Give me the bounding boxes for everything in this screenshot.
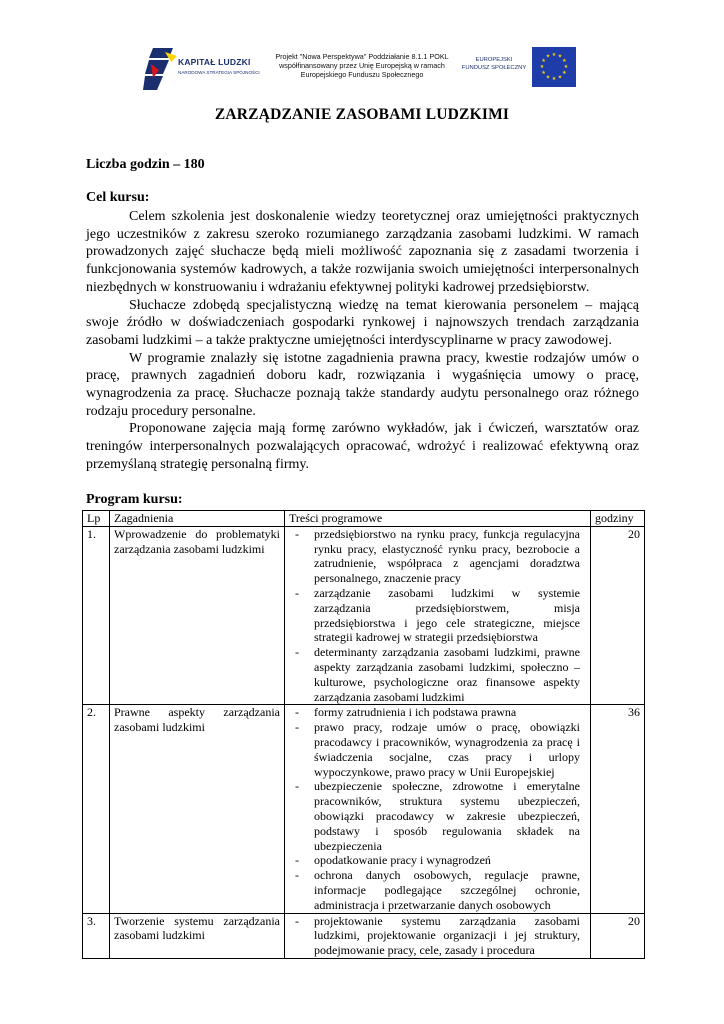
eu-flag-icon — [532, 47, 576, 87]
svg-text:★: ★ — [541, 70, 546, 76]
col-header-content: Treści programowe — [285, 511, 591, 527]
hours-line: Liczba godzin – 180 — [86, 157, 205, 172]
row-topic: Wprowadzenie do problematyki zarządzania zasobami ludzkimi — [110, 526, 285, 705]
svg-text:★: ★ — [562, 70, 567, 76]
list-item: - przedsiębiorstwo na rynku pracy, funkcja regulacyjna rynku pracy, elastyczność rynku pracy, bezrobocie a zatrudnienie, współpraca z agencjami doradztwa personalnego, znaczenie pracy — [289, 527, 586, 586]
program-heading: Program kursu: — [86, 492, 183, 507]
efs-label — [456, 56, 532, 72]
svg-text:★: ★ — [557, 53, 563, 60]
svg-text:★: ★ — [545, 74, 551, 81]
svg-text:★: ★ — [563, 64, 569, 70]
list-item: - ubezpieczenie społeczne, zdrowotne i emerytalne pracowników, struktura systemu ubezpieczeń, obowiązki pracodawcy w zakresie ubezpieczeń, podstawy i sposób regulowania składek na ubezpieczenia — [289, 779, 586, 853]
project-info — [262, 52, 462, 79]
list-item: - zarządzanie zasobami ludzkimi w systemie zarządzania przedsiębiorstwem, misja przedsiębiorstwa i jego cele strategiczne, miejsce strategii kadrowej w strategii przedsiębiorstwa — [289, 586, 586, 645]
svg-text:★: ★ — [551, 76, 557, 82]
svg-text:★: ★ — [541, 57, 546, 64]
paragraph: W programie znalazły się istotne zagadnienia prawna pracy, kwestie rodzajów umów o pracę, prawnych zagadnień doboru kadr, rozwiązania i wygaśnięcia umowy o pracę, wynagrodzenia za pracę. Słuchacze poznają także standardy audytu personalnego oraz różnego rodzaju procedury personalne. — [86, 350, 639, 419]
svg-text:★: ★ — [557, 74, 563, 81]
table-header-row — [83, 511, 645, 527]
svg-text:★: ★ — [551, 52, 557, 58]
table-row — [83, 526, 645, 705]
row-hours: 20 — [591, 913, 645, 958]
row-hours: 20 — [591, 526, 645, 705]
project-line: Projekt "Nowa Perspektywa" Poddziałanie 8.1.1 POKL — [275, 52, 449, 61]
row-content — [285, 913, 591, 958]
logo-title: KAPITAŁ LUDZKI — [178, 57, 251, 67]
row-number: 2. — [83, 705, 110, 913]
efs-line: FUNDUSZ SPOŁECZNY — [461, 65, 527, 71]
goal-heading: Cel kursu: — [86, 190, 150, 205]
kapital-ludzki-emblem-icon — [143, 44, 187, 92]
page-header — [140, 42, 580, 98]
row-number: 1. — [83, 526, 110, 705]
row-topic: Prawne aspekty zarządzania zasobami ludzkimi — [110, 705, 285, 913]
list-item: - projektowanie systemu zarządzania zasobami ludzkimi, projektowanie organizacji i jej struktury, podejmowanie pracy, cele, zasady i procedura — [289, 914, 586, 958]
svg-text:★: ★ — [539, 64, 545, 70]
row-hours: 36 — [591, 705, 645, 913]
document-title: ZARZĄDZANIE ZASOBAMI LUDZKIMI — [214, 106, 510, 123]
list-item: - prawo pracy, rodzaje umów o pracę, obowiązki pracodawcy i pracowników, wynagrodzenia za pracę i świadczenia socjalne, czas pracy i urlopy wypoczynkowe, prawo pracy w Unii Europejskiej — [289, 720, 586, 779]
logo-subtitle: NARODOWA STRATEGIA SPÓJNOŚCI — [178, 70, 260, 75]
list-item: - determinanty zarządzania zasobami ludzkimi, prawne aspekty zarządzania zasobami ludzkimi, społeczno – kulturowe, psychologiczne oraz finansowe aspekty zarządzania zasobami ludzkimi — [289, 645, 586, 704]
paragraph: Celem szkolenia jest doskonalenie wiedzy teoretycznej oraz umiejętności praktycznych jego uczestników z zakresu szeroko rozumianego zarządzania zasobami ludzkimi. W ramach prowadzonych zajęć słuchacze będą mieli możliwość zapoznania się z zasadami tworzenia i funkcjonowania systemów kadrowych, a także rozwijania swoich umiejętności interpersonalnych niezbędnych w konstruowaniu i wdrażaniu efektywnej polityki kadrowej przedsiębiorstw. — [86, 209, 639, 295]
row-content — [285, 526, 591, 705]
program-table — [82, 510, 645, 959]
efs-line: EUROPEJSKI — [475, 57, 513, 63]
col-header-hours: godziny — [591, 511, 645, 527]
project-line: Europejskiego Funduszu Społecznego — [300, 70, 424, 79]
paragraph: Słuchacze zdobędą specjalistyczną wiedzę na temat kierowania personelem – mającą swoje źródło w doświadczeniach gospodarki rynkowej i najnowszych trendach zarządzania zasobami ludzkimi – a także praktyczne umiejętności interdyscyplinarne w pracy zawodowej. — [86, 297, 639, 348]
project-line: współfinansowany przez Unię Europejską w ramach — [279, 61, 445, 70]
row-number: 3. — [83, 913, 110, 958]
col-header-lp: Lp — [83, 511, 110, 527]
table-row — [83, 705, 645, 913]
row-topic: Tworzenie systemu zarządzania zasobami ludzkimi — [110, 913, 285, 958]
list-item: - opodatkowanie pracy i wynagrodzeń — [289, 853, 586, 868]
col-header-topics: Zagadnienia — [110, 511, 285, 527]
list-item: - ochrona danych osobowych, regulacje prawne, informacje podlegające szczególnej ochronie, administracja i przetwarzanie danych osobowych — [289, 868, 586, 912]
course-description — [86, 208, 639, 474]
table-row — [83, 913, 645, 958]
list-item: - formy zatrudnienia i ich podstawa prawna — [289, 705, 586, 720]
paragraph: Proponowane zajęcia mają formę zarówno wykładów, jak i ćwiczeń, warsztatów oraz treningów interpersonalnych pozwalających opracować, wdrożyć i realizować efektywną oraz przemyślaną strategię personalną firmy. — [86, 421, 639, 472]
svg-text:★: ★ — [545, 53, 551, 60]
svg-text:★: ★ — [562, 57, 567, 64]
row-content — [285, 705, 591, 913]
kapital-ludzki-logo — [140, 42, 260, 94]
